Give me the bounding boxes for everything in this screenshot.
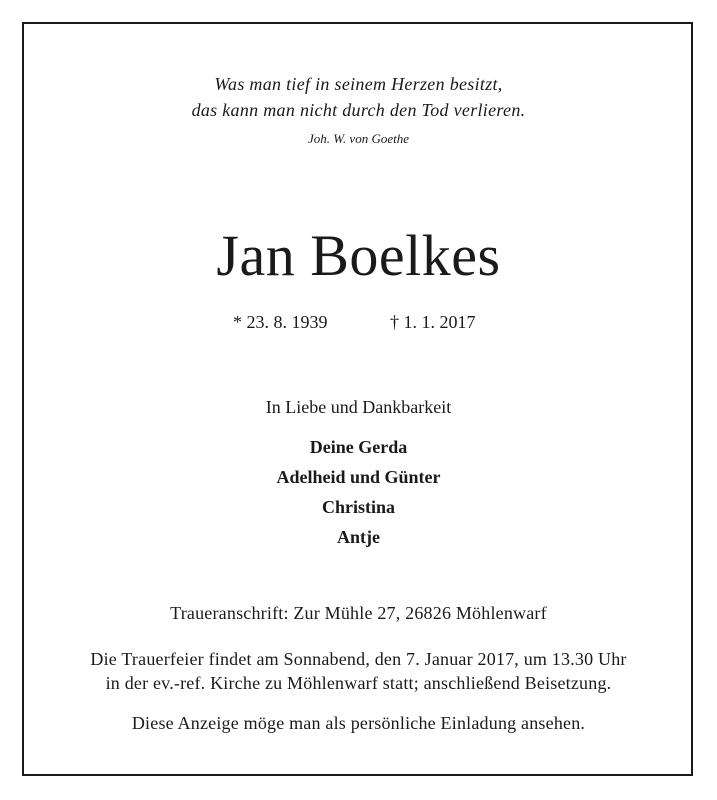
death-date: † 1. 1. 2017 xyxy=(390,312,476,332)
quote-line-1: Was man tief in seinem Herzen besitzt, xyxy=(214,74,503,94)
quote-author: Joh. W. von Goethe xyxy=(308,131,409,146)
mourner-name: Deine Gerda xyxy=(309,437,408,457)
invitation-note: Diese Anzeige möge man als persönliche Einladung ansehen. xyxy=(131,713,586,733)
mourner-name: Christina xyxy=(321,497,395,517)
dedication: In Liebe und Dankbarkeit xyxy=(265,397,452,417)
quote-line-2: das kann man nicht durch den Tod verlieren. xyxy=(191,100,526,120)
mourner-name: Adelheid und Günter xyxy=(276,467,441,487)
mourner-name: Antje xyxy=(337,527,380,547)
deceased-name: Jan Boelkes xyxy=(216,223,501,288)
service-info-line-2: in der ev.-ref. Kirche zu Möhlenwarf statt; anschließend Beisetzung. xyxy=(105,673,612,693)
service-info-line-1: Die Trauerfeier findet am Sonnabend, den 7. Januar 2017, um 13.30 Uhr xyxy=(90,649,627,669)
mourning-address: Traueranschrift: Zur Mühle 27, 26826 Möhlenwarf xyxy=(170,603,547,623)
birth-date: * 23. 8. 1939 xyxy=(233,312,328,332)
